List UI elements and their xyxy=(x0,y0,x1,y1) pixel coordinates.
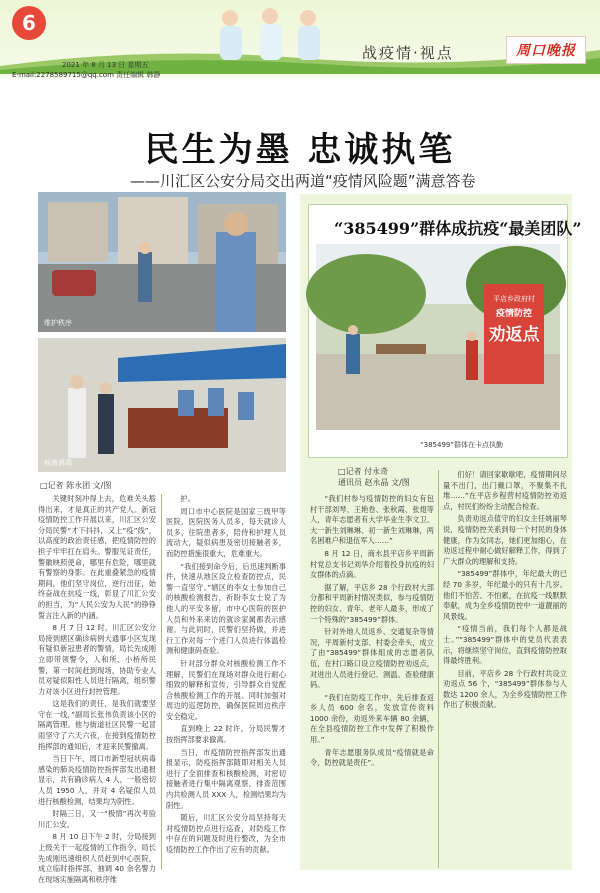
paragraph: “我们接到命令后，后迅速判断事件，快速从地区设立检查防控点，民警一直坚守。”辖区的李女士参加自己的核酸检测报告，祈盼李女士说了为他人的平安多留，市中心医院的医护人员和外来来访的就诊家属都表示感谢。与此同时，民警们坚持做，并进行工作对每一个进门人员进行体温检测和健康码查验。 xyxy=(166,561,286,656)
paragraph: 当日，市疫情防控指挥部发出通报显示，防疫指挥部随即对相关人员进行了全面排查和核酸检测，对密切接触者进行集中隔离观察，排查范围内共检测人员 XXX 人，检测结果均为阴性。 xyxy=(166,747,286,810)
street-scene-image xyxy=(38,192,286,332)
paragraph: 8 月 10 日下午 2 时，分局接到上级关于一起疫情的工作指令，局长先成刚迅速组织人员赶到中心医院，成立临时指挥部，抽调 40 余名警力在现场实施隔离和秩序维 xyxy=(38,832,156,884)
paragraph: 目前，平店乡 28 个行政村共设立劝返点 56 个，“385499”群体参与人数达 1200 余人，为全乡疫情防控工作作出了积极贡献。 xyxy=(443,668,567,710)
paragraph: 青年志愿服务队成员“疫情就是命令，防控就是责任”。 xyxy=(310,747,434,768)
subheadline: ——川汇区公安分局交出两道“疫情风险题”满意答卷 xyxy=(130,172,476,190)
paragraph: 针对外地人员返乡、交通复杂等情况，平周新村支部、村委会牵头，成立了由“385499”群体组成的志愿者队伍，在村口路口设立疫情防控劝返点，对进出人员进行登记、测温、查验健康码。 xyxy=(310,627,434,690)
feature-photo-caption: “385499”群体在卡点执勤 xyxy=(420,441,503,449)
paragraph: 8 月 12 日，商水县平店乡平周新村党总支书记刘华介绍着投身抗疫的妇女群体的点滴。 xyxy=(310,548,434,580)
headline: 民生为墨 忠诚执笔 xyxy=(144,130,456,170)
paragraph: 周口市中心医院是国家三级甲等医院，医院医务人员多，每天就诊人员多，住院患者多，陪侍和护理人员流动大，疑似病患及密切接触者多，而防控措施很重大，危难重大。 xyxy=(166,506,286,558)
main-article-column-2 xyxy=(166,494,286,870)
photo-inspection-disinfection xyxy=(38,338,286,472)
newspaper-logo: 周口晚报 xyxy=(506,36,586,64)
editor-line: E-mail:2278589715@qq.com 责任编辑 韩静 xyxy=(12,71,161,79)
paragraph: “疫情当前，我们每个人都是战士。”“385499”群体中的党员代表表示，将继续坚守岗位，直到疫情防控取得最终胜利。 xyxy=(443,624,567,666)
feature-article-column-1 xyxy=(310,494,434,868)
paragraph: 直到晚上 22 时许，分局民警才按指挥部要求撤离。 xyxy=(166,724,286,745)
paragraph: 们好！请回家歇歇吧，疫情期间尽量不出门，出门戴口罩，不聚集不扎堆……”在平店乡程营村疫情防控劝返点，村民们纷纷主动配合检查。 xyxy=(443,470,567,511)
column-divider xyxy=(161,494,162,870)
feature-byline: □记者 付永奇 通讯员 赵永晶 文/图 xyxy=(338,467,410,487)
paragraph: 护。 xyxy=(180,494,195,503)
main-byline: □记者 陈永团 文/图 xyxy=(40,481,112,490)
paragraph: “385499”群体中，年纪最大的已经 70 多岁，年纪最小的只有十几岁。他们不怕苦、不怕累，在抗疫一线默默奉献，成为全乡疫情防控中一道靓丽的风景线。 xyxy=(443,569,567,621)
column-divider xyxy=(438,470,439,868)
paragraph: 8 月 7 日 12 时，川汇区公安分局接到辖区确诊病例大通事小区发现有疑似新冠患者的警情，局长先成刚立即带领警令，人和所、小桥所民警，第一时间赶到现场，协助专业人员对疑似阳性人员进行隔离，组织警力对该小区进行封控管理。 xyxy=(38,623,156,696)
paragraph: 针对部分群众对核酸检测工作不理解，民警们在现场对群众进行耐心细致的解释和宣传，引导群众自觉配合核酸检测工作的开展。同时加强对周边的巡逻防控，确保医院周边秩序安全稳定。 xyxy=(166,658,286,721)
paragraph: 关键时刻冲得上去，危难关头豁得出来，才是真正的共产党人。新冠疫情防控工作开展以来，川汇区公安分局民警“才下抖抖，又上“疫”线”，以高度的政治责任感，把疫情防控的担子牢牢扛在肩头。警服见证责任，警徽映照使命，哪里有危险，哪里就有警察的身影。在此重叠紧急的疫情期间，他们坚守岗位，逆行出征，始终奋战在抗疫一线，彰显了川汇公安的担当，为“人民公安为人民”的铮铮誓言注入新的内涵。 xyxy=(38,494,156,620)
photo1-caption: 维护秩序 xyxy=(44,319,72,327)
sign-line-2: 疫情防控 xyxy=(495,309,532,319)
paragraph: “我们在防疫工作中，先后排查返乡人员 600 余名，发放宣传资料 1000 余份，劝返外来车辆 80 余辆，在全县疫情防控工作中发挥了积极作用。” xyxy=(310,692,434,745)
page-number-badge: 6 xyxy=(12,6,46,40)
paragraph: 负责劝返点值守的妇女主任姚丽琴说，疫情防控关系到每一个村民的身体健康，作为女同志，她们更加细心，在劝返过程中耐心做好解释工作，得到了广大群众的理解和支持。 xyxy=(443,514,567,566)
paragraph: 这是我们的责任，是我们就要坚守在一线，”副局长张伟负责该小区的隔离管理。他与街道社区民警一起冒雨坚守了六天六夜，在接到疫情防控指挥部的通知后，才迎来民警撤离。 xyxy=(38,699,156,751)
photo-order-maintenance xyxy=(38,192,286,332)
sign-line-3: 劝返点 xyxy=(488,325,540,345)
feature-article-column-2 xyxy=(443,470,567,868)
paragraph: 随后，川汇区公安分局坚持每天对疫情防控点进行巡查，对防疫工作中存在的问题及时进行整改，为全市疫情防控工作作出了应有的贡献。 xyxy=(166,813,286,854)
medical-workers-illustration xyxy=(190,4,340,64)
checkpoint-tent-image xyxy=(38,338,286,472)
photo2-caption: 检查消毒 xyxy=(44,459,72,467)
sign-line-1: 平店乡政府村 xyxy=(493,295,535,303)
paragraph: 时隔三日，又一“极情”再次考验川汇公安。 xyxy=(38,809,156,829)
section-title: 战疫情·视点 xyxy=(362,44,454,62)
photo-checkpoint-duty xyxy=(316,244,560,430)
paragraph: 当日下午，周口市新型冠状病毒感染的肺炎疫情防控指挥部发出通报显示，共有确诊病人 4 人，一般密切人员 1950 人，并对 4 名疑似人员进行核酸检测，结果均为阴性。 xyxy=(38,754,156,806)
paragraph: 据了解，平店乡 28 个行政村大部分都和平周新村情况类似，参与疫情防控的妇女、青年、老年人最多，形成了一个特殊的“385499”群体。 xyxy=(310,582,434,624)
paragraph: “我们村参与疫情防控的妇女有包村干部刘琴、王艳卷、张秋霞、张翅等人，青年志愿者有大学毕业生李文卫、大一新生刘琳琳、初一新生刘琳琳，两名困难户和退伍军人……” xyxy=(310,494,434,546)
main-article-column-1 xyxy=(38,494,156,884)
issue-date: 2021 年 8 月 13 日 星期五 xyxy=(62,61,149,69)
feature-box-title: “385499”群体成抗疫“最美团队” xyxy=(334,219,582,238)
